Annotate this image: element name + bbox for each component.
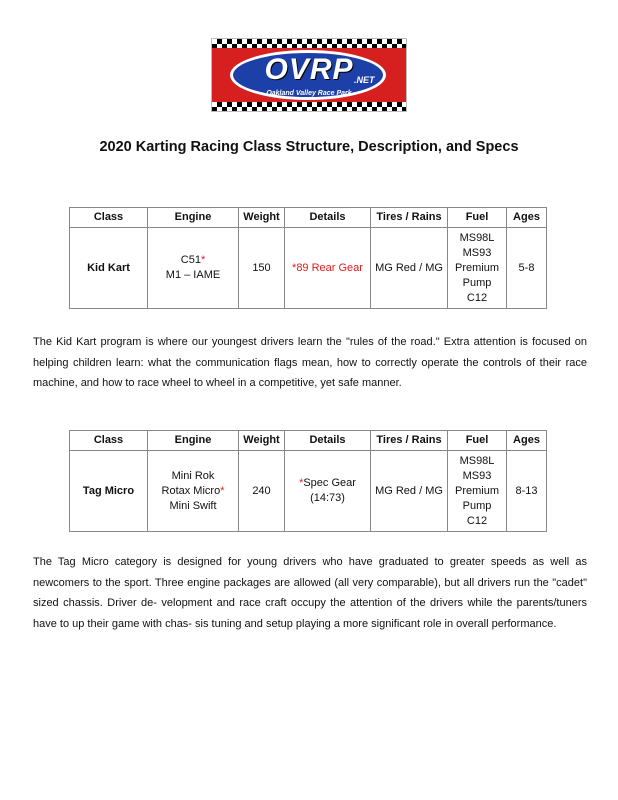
header-ages: Ages bbox=[507, 208, 547, 228]
kid-kart-description: The Kid Kart program is where our youngest drivers learn the "rules of the road." Extra attention is focused on helping children learn: what the communication flags mean, how to correctly operate the controls of their race machine, and how to race wheel to wheel in a competitive, yet safe manner. bbox=[33, 336, 587, 389]
header-class: Class bbox=[70, 431, 148, 451]
header-weight: Weight bbox=[239, 431, 285, 451]
checkered-flag-pattern bbox=[212, 102, 406, 111]
header-ages: Ages bbox=[507, 431, 547, 451]
header-engine: Engine bbox=[148, 431, 239, 451]
kid-kart-spec-table bbox=[69, 207, 547, 309]
engine-cell: Mini Rok Rotax Micro* Mini Swift bbox=[148, 451, 239, 532]
checkered-flag-pattern bbox=[212, 39, 406, 48]
tag-micro-spec-table bbox=[69, 430, 547, 532]
table-header-row bbox=[70, 431, 547, 451]
details-cell: *Spec Gear (14:73) bbox=[285, 451, 371, 532]
fuel-cell: MS98L MS93 Premium Pump C12 bbox=[448, 228, 507, 309]
header-tires: Tires / Rains bbox=[371, 208, 448, 228]
logo-suffix: .NET bbox=[354, 75, 375, 85]
ages-cell: 8-13 bbox=[507, 451, 547, 532]
table-header-row bbox=[70, 208, 547, 228]
table-row bbox=[70, 451, 547, 532]
logo-tagline: Oakland Valley Race Park bbox=[266, 90, 352, 97]
class-name: Tag Micro bbox=[70, 451, 148, 532]
ages-cell: 5-8 bbox=[507, 228, 547, 309]
weight-cell: 240 bbox=[239, 451, 285, 532]
header-fuel: Fuel bbox=[448, 431, 507, 451]
details-cell: *89 Rear Gear bbox=[285, 228, 371, 309]
page-title: 2020 Karting Racing Class Structure, Description, and Specs bbox=[99, 139, 519, 155]
weight-cell: 150 bbox=[239, 228, 285, 309]
header-class: Class bbox=[70, 208, 148, 228]
tires-cell: MG Red / MG bbox=[371, 228, 448, 309]
header-fuel: Fuel bbox=[448, 208, 507, 228]
fuel-cell: MS98L MS93 Premium Pump C12 bbox=[448, 451, 507, 532]
tires-cell: MG Red / MG bbox=[371, 451, 448, 532]
engine-cell: C51* M1 – IAME bbox=[148, 228, 239, 309]
header-details: Details bbox=[285, 431, 371, 451]
header-tires: Tires / Rains bbox=[371, 431, 448, 451]
header-details: Details bbox=[285, 208, 371, 228]
logo-brand: OVRP bbox=[264, 53, 354, 86]
tag-micro-description: The Tag Micro category is designed for young drivers who have graduated to greater speeds as well as newcomers to the sport. Three engine packages are allowed (all very comparable), but all drivers run the "cadet" sized chassis. Driver de- velopment and race craft occupy the attention of the drivers while the parents/tuners have to up their game with chas- sis tuning and setup playing a more significant role in overall performance. bbox=[33, 556, 587, 630]
table-row bbox=[70, 228, 547, 309]
ovrp-logo bbox=[211, 38, 407, 112]
class-name: Kid Kart bbox=[70, 228, 148, 309]
header-weight: Weight bbox=[239, 208, 285, 228]
header-engine: Engine bbox=[148, 208, 239, 228]
